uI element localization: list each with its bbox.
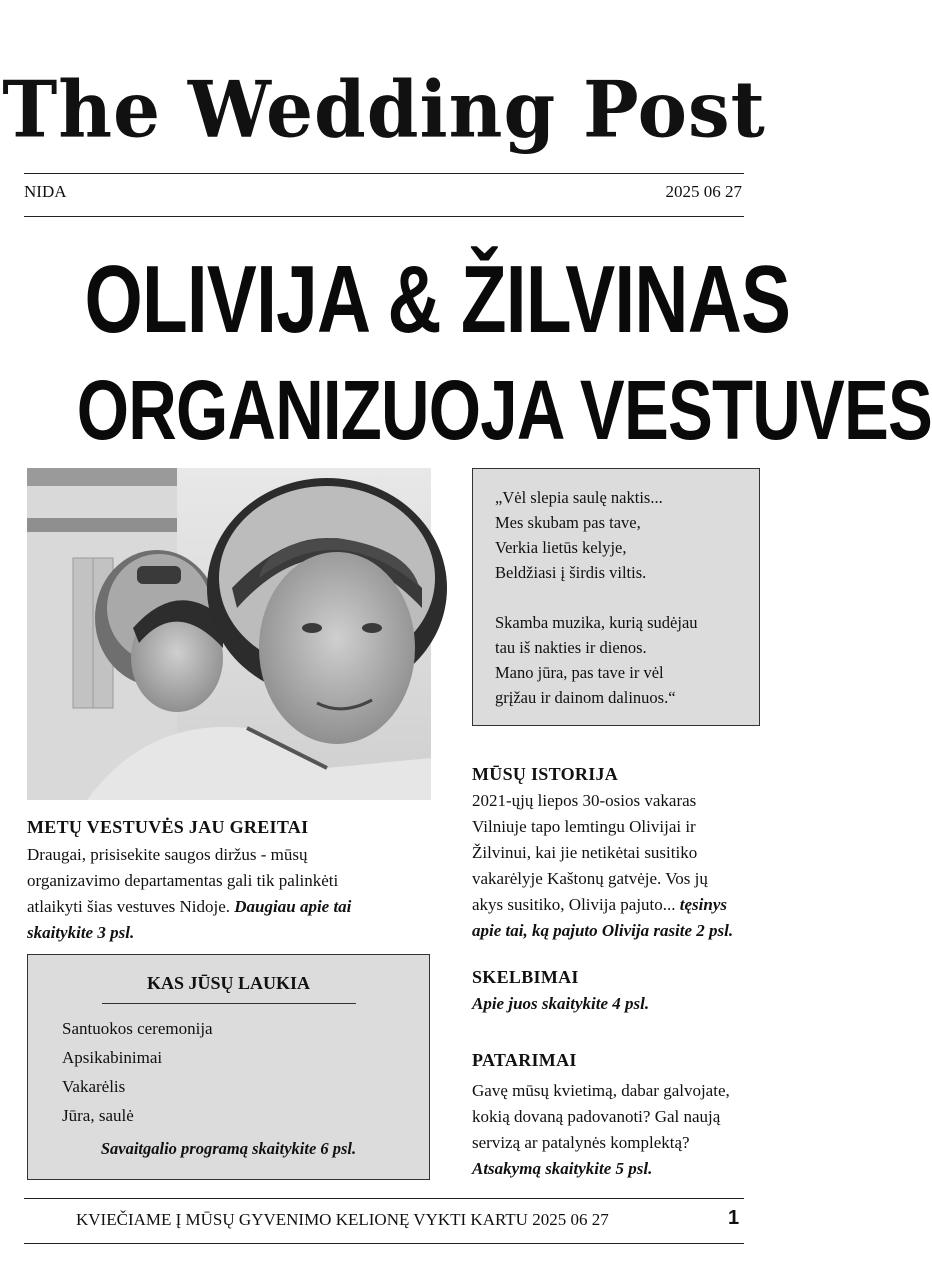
poem-box xyxy=(472,468,760,726)
ads-page-ref: Apie juos skaitykite 4 psl. xyxy=(472,994,650,1013)
left-article-line: Draugai, prisisekite saugos diržus - mūsų xyxy=(27,845,308,864)
kas-box-page-ref: Savaitgalio programą skaitykite 6 psl. xyxy=(100,1139,357,1158)
story-line: 2021-ųjų liepos 30-osios vakaras xyxy=(472,791,697,810)
left-article-page-ref: skaitykite 3 psl. xyxy=(27,923,135,942)
tips-line: servizą ar patalynės komplektą? xyxy=(472,1133,690,1152)
couple-photo xyxy=(27,468,431,800)
left-article-title: METŲ VESTUVĖS JAU GREITAI xyxy=(27,817,309,837)
page-number: 1 xyxy=(728,1207,740,1229)
header-bottom-rule xyxy=(24,216,744,217)
kas-jusu-laukia-box xyxy=(27,954,430,1180)
headline-line-2: ORGANIZUOJA VESTUVES xyxy=(76,363,932,457)
footer-invitation: KVIEČIAME Į MŪSŲ GYVENIMO KELIONĘ VYKTI KARTU 2025 06 27 xyxy=(76,1210,609,1229)
poem-line: grįžau ir dainom dalinuos.“ xyxy=(495,688,676,707)
tips-title: PATARIMAI xyxy=(472,1050,577,1070)
story-line: Žilvinui, kai jie netikėtai susitiko xyxy=(472,843,698,862)
footer-top-rule xyxy=(24,1198,744,1199)
story-line: vakarėlyje Kaštonų gatvėje. Vos jų xyxy=(472,869,708,888)
footer-bottom-rule xyxy=(24,1243,744,1244)
poem-line: „Vėl slepia saulę naktis... xyxy=(495,488,663,507)
poem-line: Mes skubam pas tave, xyxy=(495,513,641,532)
tips-page-ref: Atsakymą skaitykite 5 psl. xyxy=(472,1159,653,1178)
poem-line: Verkia lietūs kelyje, xyxy=(495,538,627,557)
poem-line: Mano jūra, pas tave ir vėl xyxy=(495,663,664,682)
story-line: akys susitiko, Olivija pajuto... xyxy=(472,895,676,914)
tips-line: Gavę mūsų kvietimą, dabar galvojate, xyxy=(472,1081,730,1100)
poem-stanza-break xyxy=(495,585,737,610)
couple-photo-image xyxy=(27,468,431,800)
masthead-title: The Wedding Post xyxy=(2,64,766,156)
kas-box-item: Vakarėlis xyxy=(62,1077,126,1096)
poem-line: Skamba muzika, kurią sudėjau xyxy=(495,613,698,632)
story-page-ref: apie tai, ką pajuto Olivija rasite 2 psl. xyxy=(472,921,734,940)
poem-line: Beldžiasi į širdis viltis. xyxy=(495,563,647,582)
tips-body xyxy=(472,1078,764,1182)
kas-box-item: Apsikabinimai xyxy=(62,1048,163,1067)
left-article-page-ref: Daugiau apie tai xyxy=(234,897,352,916)
story-page-ref: tęsinys xyxy=(679,895,728,914)
ads-title: SKELBIMAI xyxy=(472,967,579,987)
poem-line: tau iš nakties ir dienos. xyxy=(495,638,647,657)
headline-line-1: OLIVIJA & ŽILVINAS xyxy=(84,246,791,353)
left-article-line: organizavimo departamentas gali tik palinkėti xyxy=(27,871,339,890)
story-title: MŪSŲ ISTORIJA xyxy=(472,764,619,784)
location-label: NIDA xyxy=(24,182,67,201)
kas-box-item: Santuokos ceremonija xyxy=(62,1019,213,1038)
kas-box-item: Jūra, saulė xyxy=(62,1106,134,1125)
story-body xyxy=(472,788,762,944)
story-line: Vilniuje tapo lemtingu Olivijai ir xyxy=(472,817,696,836)
kas-box-title: KAS JŪSŲ LAUKIA xyxy=(146,973,311,993)
left-article-line: atlaikyti šias vestuves Nidoje. xyxy=(27,897,231,916)
issue-date: 2025 06 27 xyxy=(665,182,742,201)
left-article-body xyxy=(27,842,427,946)
kas-box-rule xyxy=(102,1003,356,1004)
top-rule xyxy=(24,173,744,174)
tips-line: kokią dovaną padovanoti? Gal naują xyxy=(472,1107,721,1126)
